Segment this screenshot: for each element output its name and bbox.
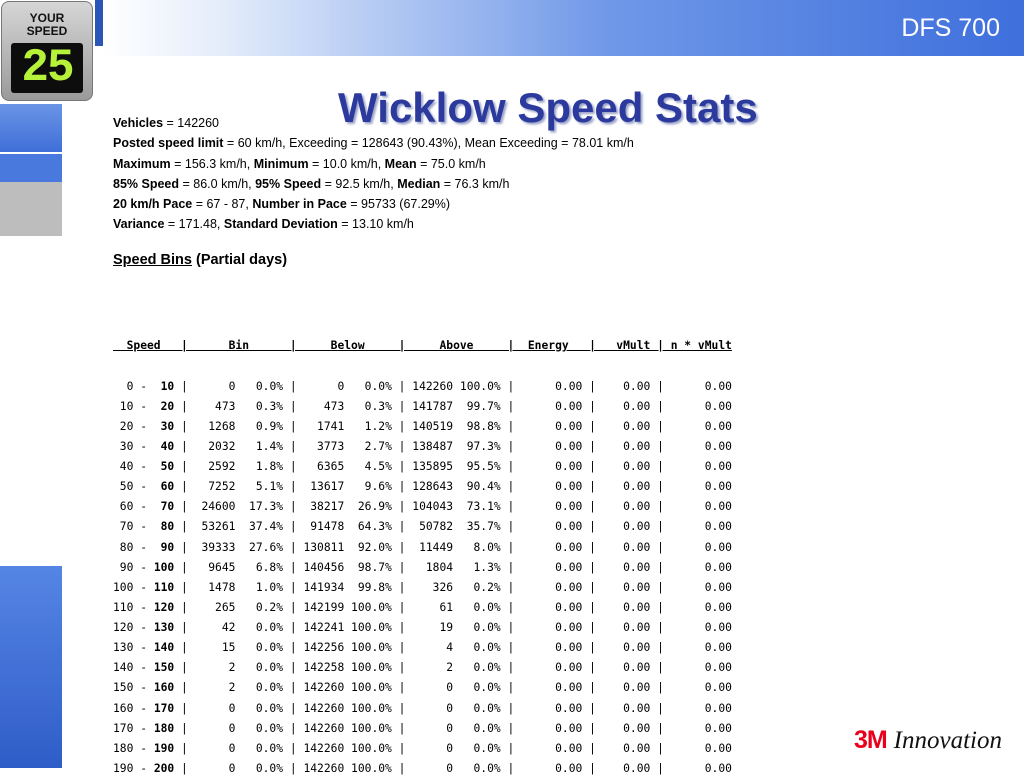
stat-value: = 76.3 km/h (440, 176, 510, 191)
table-row: 180 - 190 | 0 0.0% | 142260 100.0% | 0 0.0% | 0.00 | 0.00 | 0.00 (113, 741, 732, 755)
bin-values: | 42 0.0% | 142241 100.0% | 19 0.0% | 0.00 | 0.00 | 0.00 (174, 621, 732, 634)
stat-label: 95% Speed (255, 176, 322, 191)
stat-value: = 92.5 km/h, (321, 176, 398, 191)
bin-from: 20 (113, 419, 134, 433)
stat-value: = 95733 (67.29%) (346, 197, 451, 212)
table-row: 100 - 110 | 1478 1.0% | 141934 99.8% | 326 0.2% | 0.00 | 0.00 | 0.00 (113, 580, 732, 594)
stat-label: 20 km/h Pace (113, 197, 193, 212)
table-row: 140 - 150 | 2 0.0% | 142258 100.0% | 2 0.0% | 0.00 | 0.00 | 0.00 (113, 661, 732, 675)
bin-to: 160 (153, 681, 175, 695)
bin-to: 100 (153, 560, 175, 574)
stat-value: = 13.10 km/h (337, 217, 414, 232)
bin-values: | 473 0.3% | 473 0.3% | 141787 99.7% | 0.00 | 0.00 | 0.00 (174, 399, 732, 413)
left-accent-block (0, 154, 62, 182)
table-row: 150 - 160 | 2 0.0% | 142260 100.0% | 0 0.0% | 0.00 | 0.00 | 0.00 (113, 681, 732, 695)
table-row: 30 - 40 | 2032 1.4% | 3773 2.7% | 138487 97.3% | 0.00 | 0.00 | 0.00 (113, 439, 732, 453)
bin-values: | 1478 1.0% | 141934 99.8% | 326 0.2% | 0.00 | 0.00 | 0.00 (174, 580, 732, 594)
stat-value: = 75.0 km/h (416, 156, 486, 171)
table-header: Speed | Bin | Below | Above | Energy | vMult | n * vMult (113, 339, 732, 353)
stat-line (113, 154, 634, 174)
stat-value: = 171.48, (164, 217, 224, 232)
stat-label: Standard Deviation (223, 217, 338, 232)
stat-label: Minimum (253, 156, 309, 171)
table-row: 60 - 70 | 24600 17.3% | 38217 26.9% | 104043 73.1% | 0.00 | 0.00 | 0.00 (113, 500, 732, 514)
stat-label: Vehicles (113, 116, 164, 130)
page-title: Wicklow Speed Stats (338, 84, 758, 131)
bin-to: 190 (153, 741, 175, 755)
speed-bins-heading (113, 252, 287, 268)
bin-to: 60 (160, 480, 175, 494)
bin-from: 30 (113, 439, 134, 453)
bin-from: 110 (113, 600, 134, 614)
stat-value: = 86.0 km/h, (179, 176, 256, 191)
speed-sign-display: 25 (11, 43, 83, 93)
bin-values: | 15 0.0% | 142256 100.0% | 4 0.0% | 0.00 | 0.00 | 0.00 (174, 641, 732, 655)
bin-values: | 1268 0.9% | 1741 1.2% | 140519 98.8% | 0.00 | 0.00 | 0.00 (174, 419, 732, 433)
speed-sign-icon (1, 1, 93, 101)
bin-to: 130 (153, 621, 175, 634)
bin-from: 50 (113, 480, 134, 494)
bin-values: | 0 0.0% | 142260 100.0% | 0 0.0% | 0.00 | 0.00 | 0.00 (174, 741, 732, 755)
bin-from: 170 (113, 721, 134, 735)
bin-from: 100 (113, 580, 134, 594)
bin-values: | 9645 6.8% | 140456 98.7% | 1804 1.3% | 0.00 | 0.00 | 0.00 (174, 560, 732, 574)
table-row: 10 - 20 | 473 0.3% | 473 0.3% | 141787 99.7% | 0.00 | 0.00 | 0.00 (113, 399, 732, 413)
bin-values: | 2 0.0% | 142258 100.0% | 2 0.0% | 0.00 | 0.00 | 0.00 (174, 661, 732, 675)
bin-to: 80 (160, 520, 175, 534)
table-row: 0 - 10 | 0 0.0% | 0 0.0% | 142260 100.0% | 0.00 | 0.00 | 0.00 (113, 379, 732, 393)
stat-label: 85% Speed (113, 176, 180, 191)
stat-line (113, 113, 634, 133)
stat-line (113, 133, 634, 153)
table-row: 110 - 120 | 265 0.2% | 142199 100.0% | 61 0.0% | 0.00 | 0.00 | 0.00 (113, 600, 732, 614)
stat-value: = 60 km/h, Exceeding = 128643 (90.43%), Mean Exceeding = 78.01 km/h (223, 136, 634, 151)
bin-to: 40 (160, 439, 175, 453)
left-accent-block-bottom (0, 566, 62, 768)
stat-label: Mean (384, 156, 417, 171)
table-row: 20 - 30 | 1268 0.9% | 1741 1.2% | 140519 98.8% | 0.00 | 0.00 | 0.00 (113, 419, 732, 433)
table-row: 170 - 180 | 0 0.0% | 142260 100.0% | 0 0.0% | 0.00 | 0.00 | 0.00 (113, 721, 732, 735)
bin-from: 80 (113, 540, 134, 554)
stat-value: = 156.3 km/h, (170, 156, 254, 171)
table-row: 120 - 130 | 42 0.0% | 142241 100.0% | 19 0.0% | 0.00 | 0.00 | 0.00 (113, 621, 732, 634)
bin-from: 60 (113, 500, 134, 514)
summary-stats (113, 113, 634, 235)
bin-from: 70 (113, 520, 134, 534)
bin-values: | 53261 37.4% | 91478 64.3% | 50782 35.7% | 0.00 | 0.00 | 0.00 (174, 520, 732, 534)
bin-to: 180 (153, 721, 175, 735)
bin-values: | 0 0.0% | 142260 100.0% | 0 0.0% | 0.00 | 0.00 | 0.00 (174, 761, 732, 775)
stat-value: = 10.0 km/h, (308, 156, 385, 171)
bin-values: | 2592 1.8% | 6365 4.5% | 135895 95.5% | 0.00 | 0.00 | 0.00 (174, 460, 732, 473)
stat-line (113, 174, 634, 194)
bin-to: 30 (160, 419, 175, 433)
bin-from: 120 (113, 621, 134, 634)
left-accent-block-grey (0, 182, 62, 236)
bin-from: 160 (113, 701, 134, 715)
bin-from: 190 (113, 761, 134, 775)
header-bar (103, 0, 1024, 56)
bin-from: 40 (113, 460, 134, 473)
table-row: 50 - 60 | 7252 5.1% | 13617 9.6% | 128643 90.4% | 0.00 | 0.00 | 0.00 (113, 480, 732, 494)
bin-to: 90 (160, 540, 175, 554)
logo-3m: 3M (853, 726, 887, 754)
table-row: 90 - 100 | 9645 6.8% | 140456 98.7% | 1804 1.3% | 0.00 | 0.00 | 0.00 (113, 560, 732, 574)
bin-from: 90 (113, 560, 134, 574)
left-accent-block (0, 104, 62, 152)
bin-to: 200 (153, 761, 175, 775)
table-row: 130 - 140 | 15 0.0% | 142256 100.0% | 4 0.0% | 0.00 | 0.00 | 0.00 (113, 641, 732, 655)
bin-to: 140 (153, 641, 175, 655)
table-row: 70 - 80 | 53261 37.4% | 91478 64.3% | 50782 35.7% | 0.00 | 0.00 | 0.00 (113, 520, 732, 534)
speed-bins-suffix: (Partial days) (191, 252, 288, 268)
stat-label: Number in Pace (252, 197, 347, 212)
speed-sign-line2: SPEED (26, 24, 68, 38)
bin-values: | 2 0.0% | 142260 100.0% | 0 0.0% | 0.00 | 0.00 | 0.00 (174, 681, 732, 695)
stat-value: = 67 - 87, (192, 197, 253, 212)
bin-to: 110 (153, 580, 175, 594)
bin-values: | 265 0.2% | 142199 100.0% | 61 0.0% | 0.00 | 0.00 | 0.00 (174, 600, 732, 614)
bin-to: 170 (153, 701, 175, 715)
bin-from: 150 (113, 681, 134, 695)
table-row: 40 - 50 | 2592 1.8% | 6365 4.5% | 135895 95.5% | 0.00 | 0.00 | 0.00 (113, 460, 732, 473)
bin-to: 120 (153, 600, 175, 614)
stat-line (113, 214, 634, 234)
bin-values: | 7252 5.1% | 13617 9.6% | 128643 90.4% | 0.00 | 0.00 | 0.00 (174, 480, 732, 494)
speed-bins-table (113, 296, 732, 779)
logo-tagline: Innovation (893, 727, 1002, 754)
stat-label: Maximum (113, 156, 171, 171)
stat-label: Median (397, 176, 441, 191)
bin-to: 50 (160, 460, 175, 473)
speed-bins-label: Speed Bins (113, 252, 192, 268)
bin-to: 10 (160, 379, 175, 393)
bin-from: 130 (113, 641, 134, 655)
stat-label: Variance (113, 217, 165, 232)
stat-label: Posted speed limit (113, 136, 224, 151)
bin-values: | 0 0.0% | 142260 100.0% | 0 0.0% | 0.00 | 0.00 | 0.00 (174, 721, 732, 735)
header-accent-line (95, 0, 103, 46)
speed-sign-caption (2, 12, 92, 38)
bin-to: 70 (160, 500, 175, 514)
bin-from: 10 (113, 399, 134, 413)
stat-value: = 142260 (163, 116, 220, 130)
bin-from: 140 (113, 661, 134, 675)
bin-values: | 39333 27.6% | 130811 92.0% | 11449 8.0% | 0.00 | 0.00 | 0.00 (174, 540, 732, 554)
product-name: DFS 700 (901, 14, 1000, 42)
stat-line (113, 194, 634, 214)
bin-from: 180 (113, 741, 134, 755)
bin-from: 0 (113, 379, 134, 393)
bin-to: 150 (153, 661, 175, 675)
table-row: 80 - 90 | 39333 27.6% | 130811 92.0% | 11449 8.0% | 0.00 | 0.00 | 0.00 (113, 540, 732, 554)
bin-values: | 2032 1.4% | 3773 2.7% | 138487 97.3% | 0.00 | 0.00 | 0.00 (174, 439, 732, 453)
bin-values: | 0 0.0% | 0 0.0% | 142260 100.0% | 0.00 | 0.00 | 0.00 (174, 379, 732, 393)
bin-values: | 24600 17.3% | 38217 26.9% | 104043 73.1% | 0.00 | 0.00 | 0.00 (174, 500, 732, 514)
table-row: 190 - 200 | 0 0.0% | 142260 100.0% | 0 0.0% | 0.00 | 0.00 | 0.00 (113, 761, 732, 775)
bin-to: 20 (160, 399, 175, 413)
table-row: 160 - 170 | 0 0.0% | 142260 100.0% | 0 0.0% | 0.00 | 0.00 | 0.00 (113, 701, 732, 715)
bin-values: | 0 0.0% | 142260 100.0% | 0 0.0% | 0.00 | 0.00 | 0.00 (174, 701, 732, 715)
speed-sign-line1: YOUR (29, 11, 65, 25)
company-logo (854, 726, 1002, 755)
